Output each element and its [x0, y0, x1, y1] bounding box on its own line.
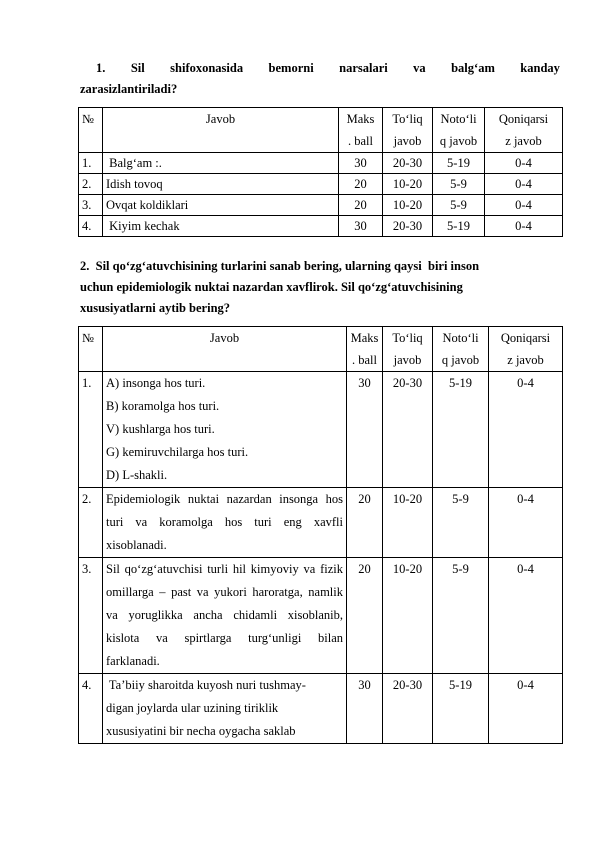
- row-number: 3.: [79, 558, 103, 674]
- row-max: 20: [339, 195, 383, 216]
- row-correct: 20-30: [383, 216, 433, 237]
- table-row: [79, 674, 563, 744]
- header-full-answer: To‘liq javob: [383, 108, 433, 153]
- row-answer: [103, 674, 347, 744]
- table-header-row: [79, 327, 563, 372]
- header-answer: Javob: [103, 108, 339, 153]
- row-incomplete: 5-9: [433, 174, 485, 195]
- row-max: 20: [347, 558, 383, 674]
- row-answer: Idish tovoq: [103, 174, 339, 195]
- answer-table-2: [78, 326, 563, 744]
- row-correct: 10-20: [383, 558, 433, 674]
- row-max: 30: [339, 216, 383, 237]
- row-satisfactory: 0-4: [489, 488, 563, 558]
- row-max: 30: [339, 153, 383, 174]
- row-number: 1.: [79, 153, 103, 174]
- row-answer: Epidemiologik nuktai nazardan insonga hos turi va koramolga hos turi eng xavfli xisoblanadi.: [103, 488, 347, 558]
- answer-table-1: [78, 107, 563, 237]
- q1-word: shifoxonasida: [170, 61, 244, 75]
- answer-option: B) koramolga hos turi.: [106, 399, 220, 413]
- table-row: [79, 488, 563, 558]
- table-row: [79, 174, 563, 195]
- row-answer: Balg‘am :.: [103, 153, 339, 174]
- answer-line: Ta’biiy sharoitda kuyosh nuri tushmay-: [106, 678, 306, 692]
- row-correct: 20-30: [383, 674, 433, 744]
- row-number: 3.: [79, 195, 103, 216]
- header-number: №: [79, 108, 103, 153]
- table-row: [79, 372, 563, 488]
- row-number: 4.: [79, 674, 103, 744]
- table-row: [79, 195, 563, 216]
- question-2-line: 2. Sil qo‘zg‘atuvchisining turlarini sanab bering, ularning qaysi biri inson: [80, 259, 480, 273]
- answer-option: V) kushlarga hos turi.: [106, 422, 215, 436]
- row-satisfactory: 0-4: [489, 372, 563, 488]
- row-satisfactory: 0-4: [485, 195, 563, 216]
- answer-option: A) insonga hos turi.: [106, 376, 206, 390]
- row-satisfactory: 0-4: [489, 674, 563, 744]
- row-answer: Kiyim kechak: [103, 216, 339, 237]
- table-row: [79, 558, 563, 674]
- question-1-line-2: zarasizlantiriladi?: [80, 82, 178, 96]
- header-number: №: [79, 327, 103, 372]
- q1-word: balg‘am: [451, 61, 495, 75]
- question-2: [80, 256, 560, 319]
- header-answer: Javob: [103, 327, 347, 372]
- row-number: 2.: [79, 488, 103, 558]
- row-answer: Ovqat koldiklari: [103, 195, 339, 216]
- answer-option: D) L-shakli.: [106, 468, 168, 482]
- row-satisfactory: 0-4: [485, 153, 563, 174]
- row-incomplete: 5-9: [433, 195, 485, 216]
- row-satisfactory: 0-4: [489, 558, 563, 674]
- row-correct: 20-30: [383, 372, 433, 488]
- header-incomplete-answer: Noto‘li q javob: [433, 327, 489, 372]
- q1-word: Sil: [130, 61, 145, 75]
- question-2-line: xususiyatlarni aytib bering?: [80, 301, 231, 315]
- table-row: [79, 216, 563, 237]
- q1-word: kanday: [520, 61, 560, 75]
- row-incomplete: 5-19: [433, 372, 489, 488]
- answer-line: digan joylarda ular uzining tiriklik: [106, 701, 279, 715]
- row-answer: Sil qo‘zg‘atuvchisi turli hil kimyoviy va fizik omillarga – past va yukori haroratga, namlik va yoruglikka ancha chidamli xisoblanib, kislota va spirtlarga turg‘unligi bilan farklanadi.: [103, 558, 347, 674]
- question-2-line: uchun epidemiologik nuktai nazardan xavflirok. Sil qo‘zg‘atuvchisining: [80, 280, 463, 294]
- row-satisfactory: 0-4: [485, 174, 563, 195]
- row-max: 30: [347, 674, 383, 744]
- row-max: 20: [347, 488, 383, 558]
- q1-word: va: [413, 61, 426, 75]
- row-number: 4.: [79, 216, 103, 237]
- row-incomplete: 5-9: [433, 488, 489, 558]
- row-satisfactory: 0-4: [485, 216, 563, 237]
- answer-line: xususiyatini bir necha oygacha saklab: [106, 724, 296, 738]
- answer-option: G) kemiruvchilarga hos turi.: [106, 445, 249, 459]
- row-correct: 10-20: [383, 174, 433, 195]
- row-correct: 20-30: [383, 153, 433, 174]
- row-incomplete: 5-9: [433, 558, 489, 674]
- header-max-ball: Maks . ball: [347, 327, 383, 372]
- q1-word: 1.: [96, 61, 106, 75]
- row-max: 20: [339, 174, 383, 195]
- row-max: 30: [347, 372, 383, 488]
- row-incomplete: 5-19: [433, 674, 489, 744]
- row-correct: 10-20: [383, 195, 433, 216]
- header-incomplete-answer: Noto‘li q javob: [433, 108, 485, 153]
- row-number: 2.: [79, 174, 103, 195]
- question-1-line-1: [80, 58, 560, 79]
- table-row: [79, 153, 563, 174]
- header-max-ball: Maks . ball: [339, 108, 383, 153]
- row-incomplete: 5-19: [433, 153, 485, 174]
- header-full-answer: To‘liq javob: [383, 327, 433, 372]
- table-header-row: [79, 108, 563, 153]
- row-number: 1.: [79, 372, 103, 488]
- row-incomplete: 5-19: [433, 216, 485, 237]
- header-unsatisfactory-answer: Qoniqarsi z javob: [489, 327, 563, 372]
- q1-word: bemorni: [268, 61, 314, 75]
- row-correct: 10-20: [383, 488, 433, 558]
- question-1: [80, 58, 560, 100]
- header-unsatisfactory-answer: Qoniqarsi z javob: [485, 108, 563, 153]
- row-answer: [103, 372, 347, 488]
- q1-word: narsalari: [339, 61, 388, 75]
